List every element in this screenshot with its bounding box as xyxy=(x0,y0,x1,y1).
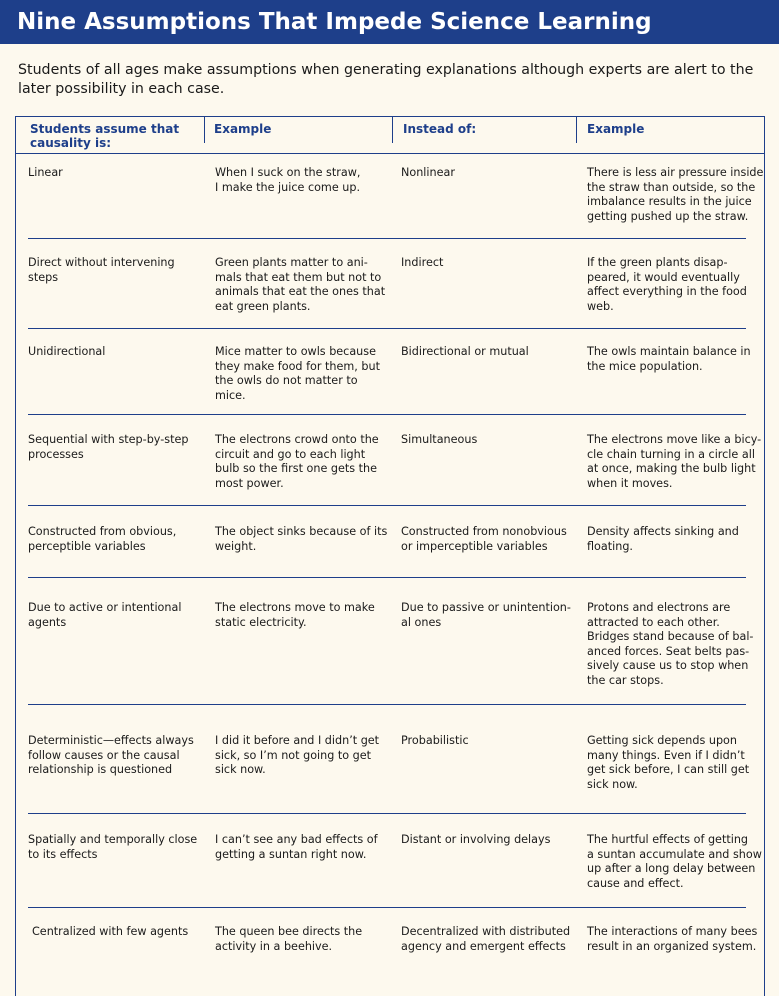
cell-example-expert: There is less air pressure inside the straw than outside, so the imbalance results in the juice getting pushed up the straw. xyxy=(587,166,764,223)
row-divider xyxy=(28,414,746,415)
cell-instead-of: Decentralized with distributed agency and emergent effects xyxy=(401,925,571,953)
row-divider xyxy=(28,577,746,578)
cell-example-student: The queen bee directs the activity in a beehive. xyxy=(215,925,363,953)
header-example-1: Example xyxy=(214,122,272,136)
header-separator xyxy=(392,117,393,143)
cell-student-assumption: Direct without intervening steps xyxy=(28,256,175,284)
cell-student-assumption: Centralized with few agents xyxy=(32,925,189,938)
cell-example-student: When I suck on the straw, I make the juice come up. xyxy=(215,166,361,194)
header-instead-of: Instead of: xyxy=(403,122,477,136)
cell-student-assumption: Spatially and temporally close to its effects xyxy=(28,833,198,861)
header-students-assume: Students assume that causality is: xyxy=(30,122,180,150)
header-separator xyxy=(576,117,577,143)
cell-example-expert: The owls maintain balance in the mice population. xyxy=(587,345,751,373)
cell-example-student: I can’t see any bad effects of getting a suntan right now. xyxy=(215,833,378,861)
cell-example-expert: Density affects sinking and floating. xyxy=(587,525,739,553)
cell-instead-of: Due to passive or unintention- al ones xyxy=(401,601,571,629)
cell-instead-of: Indirect xyxy=(401,256,444,269)
cell-instead-of: Distant or involving delays xyxy=(401,833,551,846)
cell-instead-of: Nonlinear xyxy=(401,166,455,179)
row-divider xyxy=(28,238,746,239)
row-divider xyxy=(28,813,746,814)
cell-instead-of: Simultaneous xyxy=(401,433,478,446)
cell-example-student: Green plants matter to ani- mals that eat them but not to animals that eat the ones that eat green plants. xyxy=(215,256,386,313)
row-divider xyxy=(28,328,746,329)
cell-instead-of: Bidirectional or mutual xyxy=(401,345,529,358)
cell-example-expert: Protons and electrons are attracted to each other. Bridges stand because of bal- anced forces. Seat belts pas- sively cause us to stop when the car stops. xyxy=(587,601,754,687)
row-divider xyxy=(28,907,746,908)
cell-example-student: The electrons crowd onto the circuit and go to each light bulb so the first one gets the most power. xyxy=(215,433,379,490)
row-divider xyxy=(28,704,746,705)
cell-student-assumption: Constructed from obvious, perceptible variables xyxy=(28,525,177,553)
cell-example-student: I did it before and I didn’t get sick, so I’m not going to get sick now. xyxy=(215,734,380,777)
cell-student-assumption: Linear xyxy=(28,166,63,179)
cell-example-expert: The electrons move like a bicy- cle chain turning in a circle all at once, making the bulb light when it moves. xyxy=(587,433,762,490)
cell-example-expert: Getting sick depends upon many things. Even if I didn’t get sick before, I can still get sick now. xyxy=(587,734,750,791)
cell-example-expert: The hurtful effects of getting a suntan accumulate and show up after a long delay between cause and effect. xyxy=(587,833,762,890)
row-divider xyxy=(28,505,746,506)
cell-example-student: Mice matter to owls because they make food for them, but the owls do not matter to mice. xyxy=(215,345,380,402)
page-title: Nine Assumptions That Impede Science Learning xyxy=(0,0,779,44)
cell-student-assumption: Unidirectional xyxy=(28,345,106,358)
header-example-2: Example xyxy=(587,122,645,136)
cell-example-expert: The interactions of many bees result in an organized system. xyxy=(587,925,758,953)
cell-example-student: The object sinks because of its weight. xyxy=(215,525,388,553)
cell-student-assumption: Due to active or intentional agents xyxy=(28,601,182,629)
cell-student-assumption: Deterministic—effects always follow causes or the causal relationship is questioned xyxy=(28,734,194,777)
cell-instead-of: Probabilistic xyxy=(401,734,469,747)
intro-text: Students of all ages make assumptions when generating explanations although experts are alert to the later possibility in each case. xyxy=(18,62,754,97)
header-separator xyxy=(204,117,205,143)
cell-example-student: The electrons move to make static electricity. xyxy=(215,601,375,629)
header-divider xyxy=(15,153,765,154)
cell-student-assumption: Sequential with step-by-step processes xyxy=(28,433,189,461)
cell-instead-of: Constructed from nonobvious or imperceptible variables xyxy=(401,525,567,553)
cell-example-expert: If the green plants disap- peared, it would eventually affect everything in the food web. xyxy=(587,256,747,313)
